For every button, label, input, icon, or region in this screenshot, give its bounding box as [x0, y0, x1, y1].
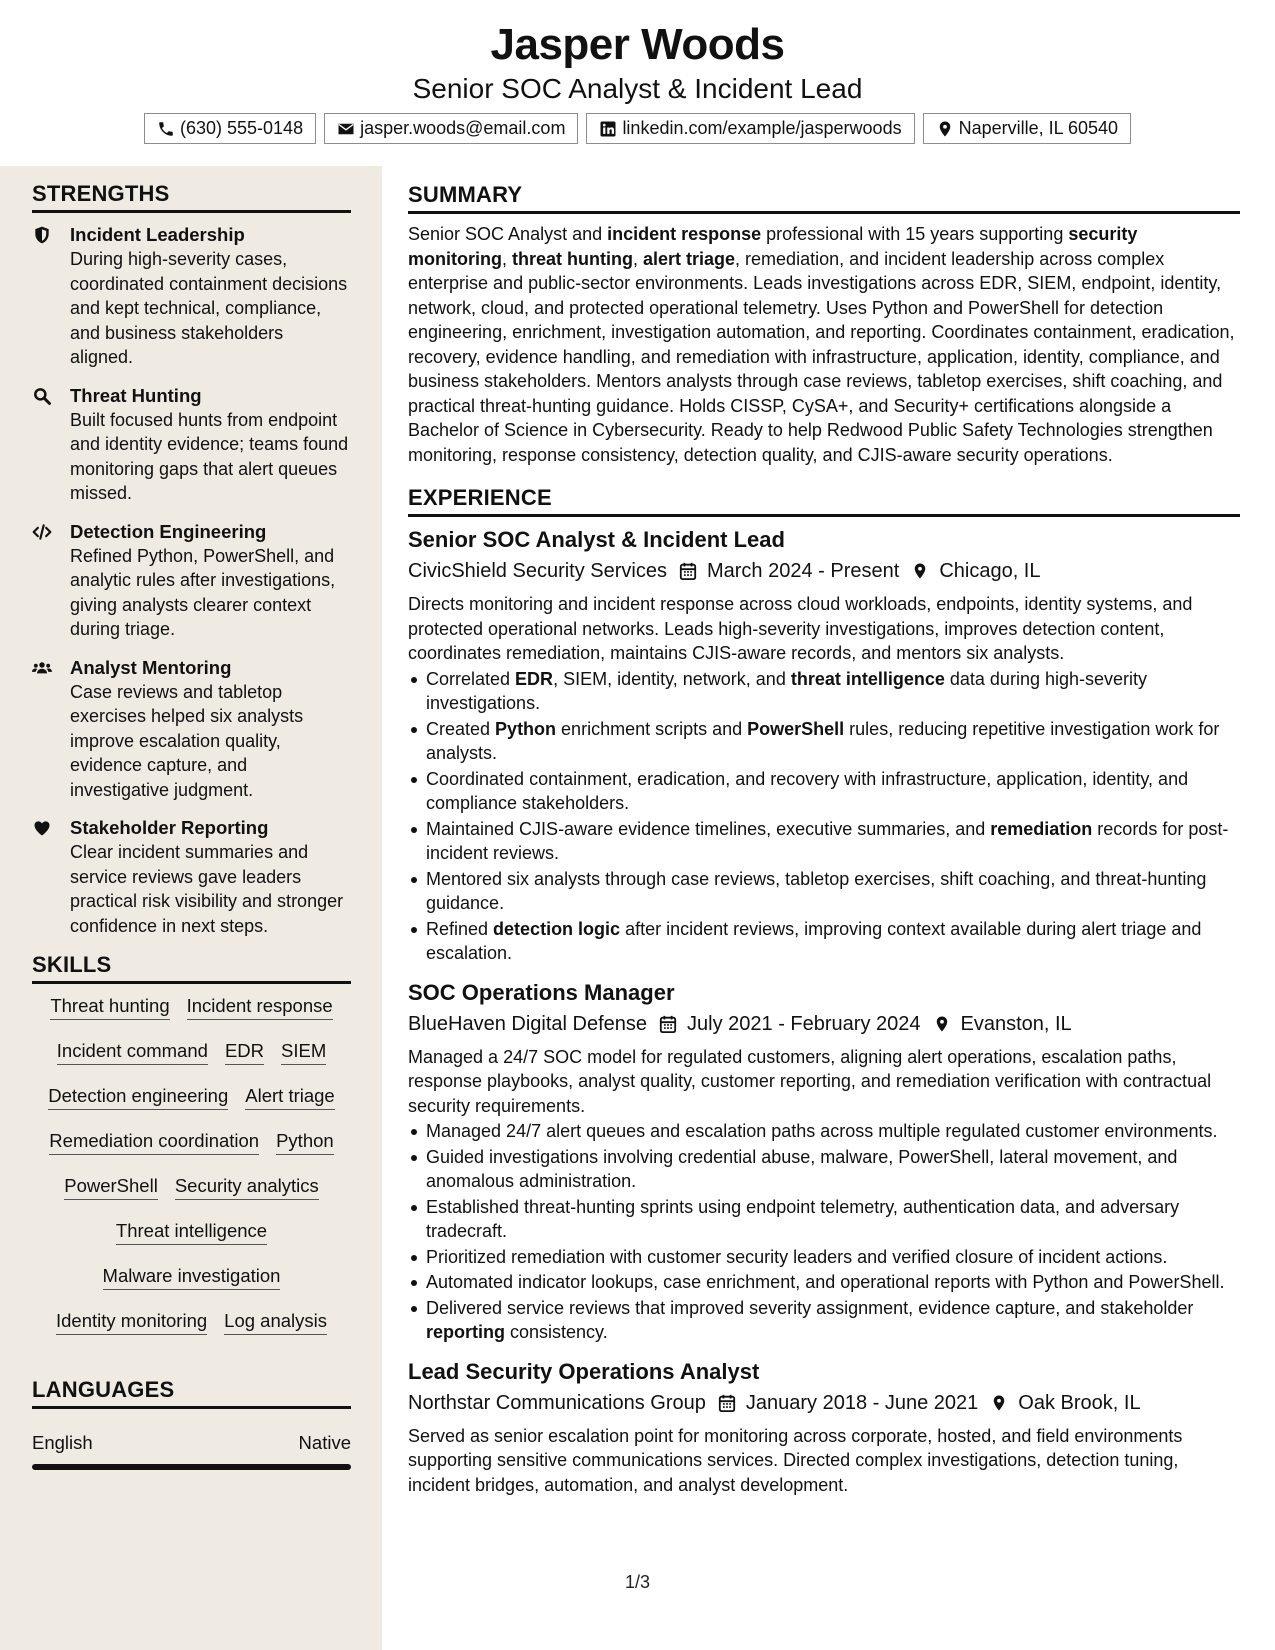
candidate-name: Jasper Woods: [490, 20, 785, 69]
strength-title: Incident Leadership: [70, 224, 245, 245]
job-dates: July 2021 - February 2024: [687, 1012, 921, 1035]
job-bullet: Guided investigations involving credential abuse, malware, PowerShell, lateral movement, and anomalous administration.: [408, 1145, 1240, 1194]
language-item: [32, 1432, 351, 1454]
heart-icon: [32, 818, 52, 838]
job-meta: [408, 556, 1240, 586]
skill-tag: Security analytics: [175, 1174, 319, 1200]
phone-icon: [157, 120, 175, 138]
strength-desc: Refined Python, PowerShell, and analytic rules after investigations, giving analysts clearer context during triage.: [70, 545, 336, 639]
contact-linkedin[interactable]: [586, 113, 914, 144]
job-dates: January 2018 - June 2021: [745, 1391, 979, 1414]
strength-title: Detection Engineering: [70, 520, 267, 542]
strength-item: [32, 816, 351, 938]
skill-tag: Detection engineering: [48, 1084, 228, 1110]
skills-list: [32, 994, 351, 1335]
language-proficiency-bar: [32, 1464, 351, 1470]
languages-heading: LANGUAGES: [32, 1377, 351, 1409]
strength-item: [32, 384, 351, 506]
contact-email[interactable]: [324, 113, 578, 144]
summary-heading: SUMMARY: [408, 182, 1240, 214]
job-location: Evanston, IL: [960, 1012, 1072, 1035]
strength-desc: Clear incident summaries and service reviews gave leaders practical risk visibility and stronger confidence in next steps.: [70, 842, 344, 936]
skill-tag: Incident command: [57, 1039, 208, 1065]
strength-title: Threat Hunting: [70, 384, 202, 406]
code-icon: [32, 522, 52, 542]
strength-item: [32, 656, 351, 803]
job-meta: [408, 1388, 1240, 1418]
job-description: Served as senior escalation point for monitoring across corporate, hosted, and field environments supporting sensitive communications services. Directed complex investigations, detection tuning, incident bridges, automation, and analyst development.: [408, 1425, 1183, 1495]
strength-item: [32, 520, 351, 642]
strength-title: Analyst Mentoring: [70, 656, 232, 678]
job-company: Northstar Communications Group: [408, 1391, 706, 1414]
job-title: Lead Security Operations Analyst: [408, 1358, 760, 1384]
calendar-icon: [659, 1014, 677, 1034]
strength-item: [32, 223, 351, 370]
job-bullets: [408, 1119, 1240, 1345]
job-bullets: [408, 667, 1240, 966]
job-location: Chicago, IL: [939, 560, 1041, 582]
job-bullet: Created Python enrichment scripts and PowerShell rules, reducing repetitive investigation work for analysts.: [408, 717, 1240, 766]
skill-tag: EDR: [225, 1039, 264, 1065]
strengths-list: [32, 223, 351, 938]
users-icon: [32, 658, 52, 678]
skill-tag: Malware investigation: [103, 1264, 281, 1290]
map-pin-icon: [933, 1014, 951, 1034]
skill-tag: SIEM: [281, 1039, 326, 1065]
contact-location-text: Naperville, IL 60540: [958, 118, 1119, 138]
search-icon: [32, 386, 52, 406]
map-pin-icon: [936, 120, 954, 138]
job-title: Senior SOC Analyst & Incident Lead: [408, 527, 785, 552]
contact-linkedin-text: linkedin.com/example/jasperwoods: [622, 118, 902, 138]
job-bullet: Mentored six analysts through case reviews, tabletop exercises, shift coaching, and threat-hunting guidance.: [408, 867, 1240, 916]
map-pin-icon: [911, 561, 929, 581]
job-entry: [408, 1357, 1240, 1498]
job-description: Directs monitoring and incident response across cloud workloads, endpoints, identity systems, and protected operational networks. Leads high-severity investigations, improves detection content, coordinates remediation, maintains CJIS-aware records, and mentors six analysts.: [408, 594, 1193, 663]
job-bullet: Refined detection logic after incident reviews, improving context available during alert triage and escalation.: [408, 917, 1240, 966]
linkedin-icon: [599, 120, 617, 138]
experience-heading: EXPERIENCE: [408, 485, 1240, 517]
contact-email-text: jasper.woods@email.com: [360, 118, 566, 138]
job-entry: [408, 525, 1240, 966]
skill-tag: Identity monitoring: [56, 1309, 207, 1335]
page-number: 1/3: [624, 1572, 651, 1592]
strengths-heading: STRENGTHS: [32, 181, 351, 213]
language-name: English: [32, 1432, 93, 1453]
job-location: Oak Brook, IL: [1018, 1391, 1141, 1414]
contact-phone[interactable]: [144, 113, 316, 144]
job-description: Managed a 24/7 SOC model for regulated customers, aligning alert operations, escalation paths, response playbooks, analyst quality, customer reporting, and remediation verification with contractual security requirements.: [408, 1046, 1212, 1116]
job-meta: [408, 1009, 1240, 1039]
strength-desc: Case reviews and tabletop exercises helped six analysts improve escalation quality, evidence capture, and investigative judgment.: [70, 681, 304, 800]
job-bullet: Managed 24/7 alert queues and escalation paths across multiple regulated customer environments.: [408, 1119, 1240, 1144]
skill-tag: PowerShell: [64, 1174, 158, 1200]
job-title: SOC Operations Manager: [408, 979, 675, 1005]
main-column: [408, 182, 1240, 1497]
skill-tag: Threat hunting: [50, 994, 169, 1020]
strength-desc: Built focused hunts from endpoint and identity evidence; teams found monitoring gaps that alert queues missed.: [70, 409, 349, 503]
sidebar: [0, 166, 382, 1650]
skill-tag: Alert triage: [245, 1084, 334, 1110]
job-company: BlueHaven Digital Defense: [408, 1012, 648, 1035]
strength-title: Stakeholder Reporting: [70, 817, 269, 838]
job-entry: [408, 978, 1240, 1345]
contact-bar: [0, 113, 1275, 144]
shield-icon: [32, 225, 52, 245]
job-dates: March 2024 - Present: [706, 560, 900, 582]
map-pin-icon: [990, 1393, 1008, 1413]
job-bullet: Coordinated containment, eradication, and recovery with infrastructure, application, identity, and compliance stakeholders.: [408, 767, 1240, 816]
summary-text: Senior SOC Analyst and incident response professional with 15 years supporting security monitoring, threat hunting, alert triage, remediation, and incident leadership across complex enterprise and public-sector environments. Leads investigations across EDR, SIEM, endpoint, identity, network, cloud, and protected operational telemetry. Uses Python and PowerShell for detection engineering, enrichment, investigation automation, and reporting. Coordinates containment, eradication, recovery, evidence handling, and remediation with infrastructure, application, identity, compliance, and business stakeholders. Mentors analysts through case reviews, tabletop exercises, shift coaching, and practical threat-hunting guidance. Holds CISSP, CySA+, and Security+ certifications alongside a Bachelor of Science in Cybersecurity. Ready to help Redwood Public Safety Technologies strengthen monitoring, response consistency, detection quality, and CJIS-aware security operations.: [408, 224, 1235, 465]
job-bullet: Delivered service reviews that improved severity assignment, evidence capture, and stakeholder reporting consistency.: [408, 1296, 1240, 1345]
skill-tag: Incident response: [187, 994, 333, 1020]
job-bullet: Established threat-hunting sprints using endpoint telemetry, authentication data, and adversary tradecraft.: [408, 1195, 1240, 1244]
skills-heading: SKILLS: [32, 952, 351, 984]
job-bullet: Automated indicator lookups, case enrichment, and operational reports with Python and PowerShell.: [408, 1270, 1240, 1295]
skill-tag: Remediation coordination: [49, 1129, 259, 1155]
job-company: CivicShield Security Services: [408, 560, 667, 582]
job-bullet: Correlated EDR, SIEM, identity, network, and threat intelligence data during high-severity investigations.: [408, 667, 1240, 716]
language-level: Native: [298, 1432, 351, 1453]
skill-tag: Python: [276, 1129, 334, 1155]
contact-phone-text: (630) 555-0148: [179, 118, 304, 138]
contact-location[interactable]: [923, 113, 1131, 144]
skill-tag: Threat intelligence: [116, 1219, 267, 1245]
skill-tag: Log analysis: [224, 1309, 327, 1335]
candidate-headline: Senior SOC Analyst & Incident Lead: [412, 73, 863, 104]
calendar-icon: [679, 561, 697, 581]
job-bullet: Prioritized remediation with customer security leaders and verified closure of incident actions.: [408, 1245, 1240, 1270]
envelope-icon: [337, 120, 355, 138]
strength-desc: During high-severity cases, coordinated containment decisions and kept technical, compliance, and business stakeholders aligned.: [70, 249, 348, 367]
calendar-icon: [718, 1393, 736, 1413]
job-bullet: Maintained CJIS-aware evidence timelines, executive summaries, and remediation records for post-incident reviews.: [408, 817, 1240, 866]
